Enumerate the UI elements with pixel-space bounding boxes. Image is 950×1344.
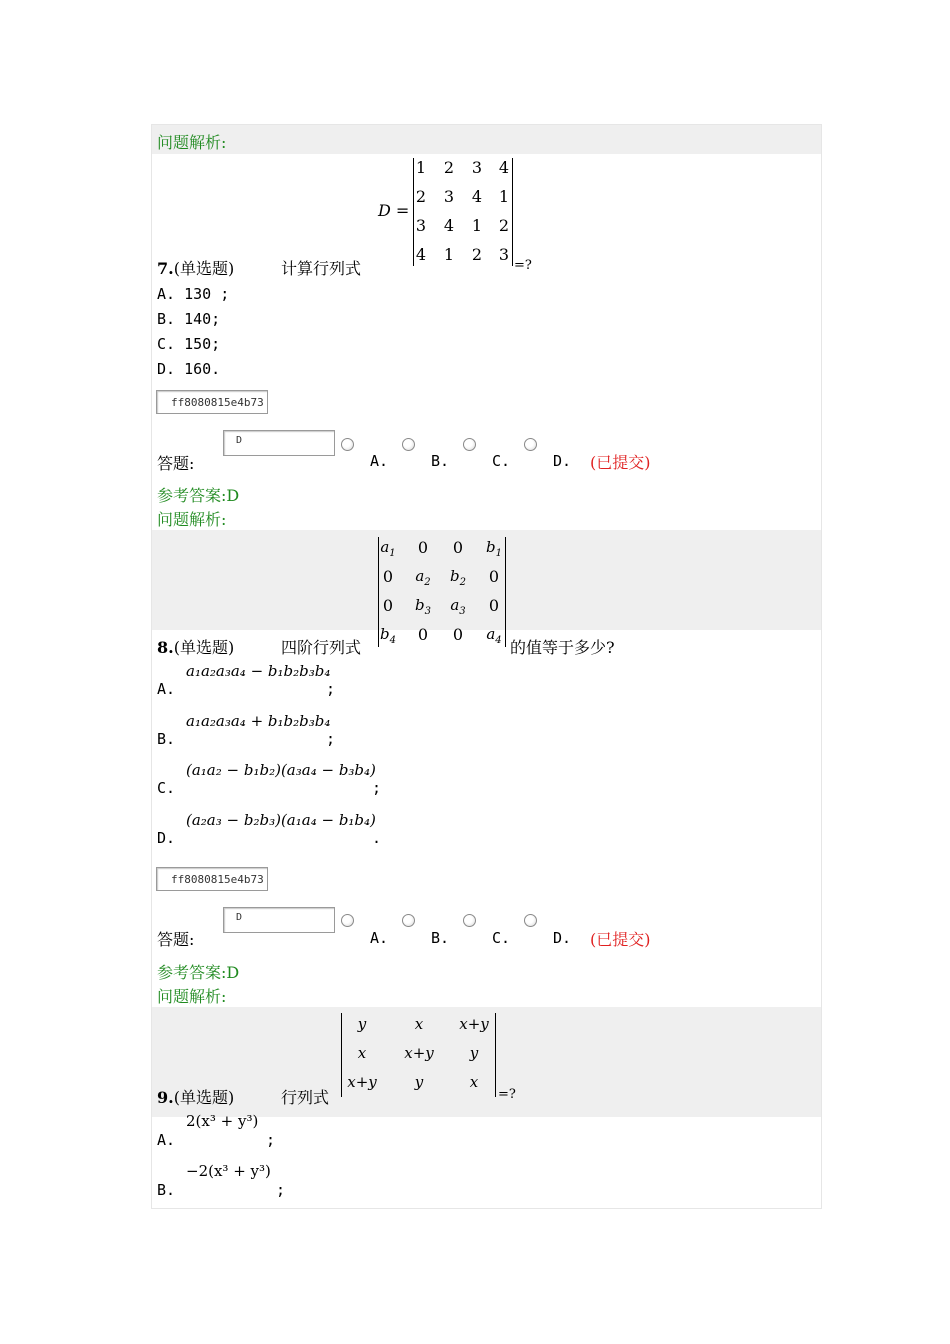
q7-cell: 1 <box>443 245 455 264</box>
q8-formula-b: a₁a₂a₃a₄ + b₁b₂b₃b₄ <box>186 712 331 730</box>
q7-radio-d[interactable] <box>524 438 537 451</box>
q8-suffix: 的值等于多少? <box>510 638 615 657</box>
q7-option-b: B. 140; <box>157 310 221 328</box>
q7-cell: 1 <box>415 158 427 177</box>
q8-option-b-letter: B. <box>157 730 176 748</box>
q8-option-c-letter: C. <box>157 779 176 797</box>
q7-stem: 计算行列式 <box>281 259 362 278</box>
q7-cell: 4 <box>471 187 483 206</box>
q7-choice-b: B. <box>431 452 450 470</box>
q8-stem: 四阶行列式 <box>281 638 362 657</box>
q8-cell: 0 <box>488 596 500 615</box>
q8-type: (单选题) <box>173 638 235 657</box>
q7-cell: 4 <box>443 216 455 235</box>
q8-cell: $a_1$ <box>380 538 396 559</box>
q7-option-c: C. 150; <box>157 335 221 353</box>
q7-header <box>157 256 234 279</box>
q9-cell: x+y <box>459 1015 489 1033</box>
q7-id-field[interactable]: ff8080815e4b73 <box>156 390 268 414</box>
q7-cell: 1 <box>498 187 510 206</box>
q8-choice-a: A. <box>370 929 389 947</box>
q9-formula-a: 2(x³ + y³) <box>186 1112 259 1130</box>
q8-radio-b[interactable] <box>402 914 415 927</box>
section-analysis-label: 问题解析: <box>157 133 227 152</box>
q7-answer-label: 答题: <box>157 454 195 473</box>
q8-submitted-status: (已提交) <box>590 930 651 949</box>
q8-id-field[interactable]: ff8080815e4b73 <box>156 867 268 891</box>
q9-stem: 行列式 <box>281 1088 330 1107</box>
q7-option-a: A. 130 ; <box>157 285 230 303</box>
q7-cell: 1 <box>471 216 483 235</box>
q8-cell: 0 <box>417 538 429 557</box>
q7-lhs: D = <box>378 201 410 220</box>
q9-cell: x <box>414 1015 424 1033</box>
q8-matrix-left-bar <box>378 537 379 647</box>
q7-reference-answer: 参考答案:D <box>157 486 240 505</box>
q9-option-a-end: ; <box>266 1131 276 1149</box>
analysis-bar-top <box>152 125 821 154</box>
q9-option-b-letter: B. <box>157 1181 176 1199</box>
q9-cell: x <box>357 1044 367 1062</box>
q8-cell: $a_3$ <box>450 596 466 617</box>
q8-analysis-label: 问题解析: <box>157 987 227 1006</box>
q7-type: (单选题) <box>173 259 235 278</box>
q7-cell: 2 <box>443 158 455 177</box>
q9-cell: x <box>469 1073 479 1091</box>
q8-formula-a: a₁a₂a₃a₄ − b₁b₂b₃b₄ <box>186 662 331 680</box>
q8-radio-d[interactable] <box>524 914 537 927</box>
q8-radio-c[interactable] <box>463 914 476 927</box>
q8-cell: 0 <box>452 625 464 644</box>
q8-option-a-end: ; <box>326 680 336 698</box>
q8-number: 8. <box>157 638 174 657</box>
q8-option-b-end: ; <box>326 730 336 748</box>
q7-number: 7. <box>157 259 174 278</box>
q8-choice-d: D. <box>553 929 572 947</box>
q8-reference-answer: 参考答案:D <box>157 963 240 982</box>
q8-choice-b: B. <box>431 929 450 947</box>
q8-radio-a[interactable] <box>341 914 354 927</box>
q8-cell: 0 <box>488 567 500 586</box>
q8-answer-field[interactable]: D <box>223 907 335 933</box>
q8-cell: $a_4$ <box>486 625 502 646</box>
q7-choice-d: D. <box>553 452 572 470</box>
q7-cell: 3 <box>415 216 427 235</box>
q8-formula-d: (a₂a₃ − b₂b₃)(a₁a₄ − b₁b₄) <box>186 811 376 829</box>
q9-matrix-right-bar <box>495 1013 496 1097</box>
q8-cell: 0 <box>382 596 394 615</box>
q9-cell: y <box>414 1073 424 1091</box>
q7-cell: 3 <box>498 245 510 264</box>
q7-cell: 2 <box>415 187 427 206</box>
q7-option-d: D. 160. <box>157 360 221 378</box>
q9-number: 9. <box>157 1088 174 1107</box>
q8-cell: $b_2$ <box>450 567 466 588</box>
q8-option-d-letter: D. <box>157 829 176 847</box>
q7-suffix: =? <box>514 258 532 273</box>
q7-cell: 4 <box>498 158 510 177</box>
q9-cell: x+y <box>404 1044 434 1062</box>
q9-matrix-left-bar <box>341 1013 342 1097</box>
q7-radio-c[interactable] <box>463 438 476 451</box>
q7-answer-field[interactable]: D <box>223 430 335 456</box>
q7-cell: 2 <box>471 245 483 264</box>
q7-cell: 3 <box>471 158 483 177</box>
q7-choice-c: C. <box>492 452 511 470</box>
q7-analysis-label: 问题解析: <box>157 510 227 529</box>
q7-radio-a[interactable] <box>341 438 354 451</box>
q8-cell: $b_1$ <box>486 538 502 559</box>
q8-answer-label: 答题: <box>157 930 195 949</box>
q9-header <box>157 1085 234 1108</box>
q8-option-d-end: . <box>372 829 382 847</box>
q8-header <box>157 635 234 658</box>
q8-cell: 0 <box>382 567 394 586</box>
q8-formula-c: (a₁a₂ − b₁b₂)(a₃a₄ − b₃b₄) <box>186 761 376 779</box>
q8-option-a-letter: A. <box>157 680 176 698</box>
q7-cell: 3 <box>443 187 455 206</box>
q9-type: (单选题) <box>173 1088 235 1107</box>
q8-option-c-end: ; <box>372 779 382 797</box>
q9-formula-b: −2(x³ + y³) <box>186 1162 271 1180</box>
q7-submitted-status: (已提交) <box>590 453 651 472</box>
q7-choice-a: A. <box>370 452 389 470</box>
q8-cell: $b_4$ <box>380 625 396 646</box>
q9-option-b-end: ; <box>276 1181 286 1199</box>
q7-matrix-left-bar <box>413 158 414 266</box>
q8-cell: $b_3$ <box>415 596 431 617</box>
q9-cell: y <box>469 1044 479 1062</box>
q7-radio-b[interactable] <box>402 438 415 451</box>
q8-cell: $a_2$ <box>415 567 431 588</box>
q7-matrix-right-bar <box>512 158 513 266</box>
q9-cell: y <box>357 1015 367 1033</box>
q7-cell: 2 <box>498 216 510 235</box>
q8-cell: 0 <box>417 625 429 644</box>
q7-cell: 4 <box>415 245 427 264</box>
q9-cell: x+y <box>347 1073 377 1091</box>
q9-option-a-letter: A. <box>157 1131 176 1149</box>
q8-choice-c: C. <box>492 929 511 947</box>
q9-suffix: =? <box>498 1087 516 1102</box>
q8-matrix-right-bar <box>505 537 506 647</box>
q8-cell: 0 <box>452 538 464 557</box>
